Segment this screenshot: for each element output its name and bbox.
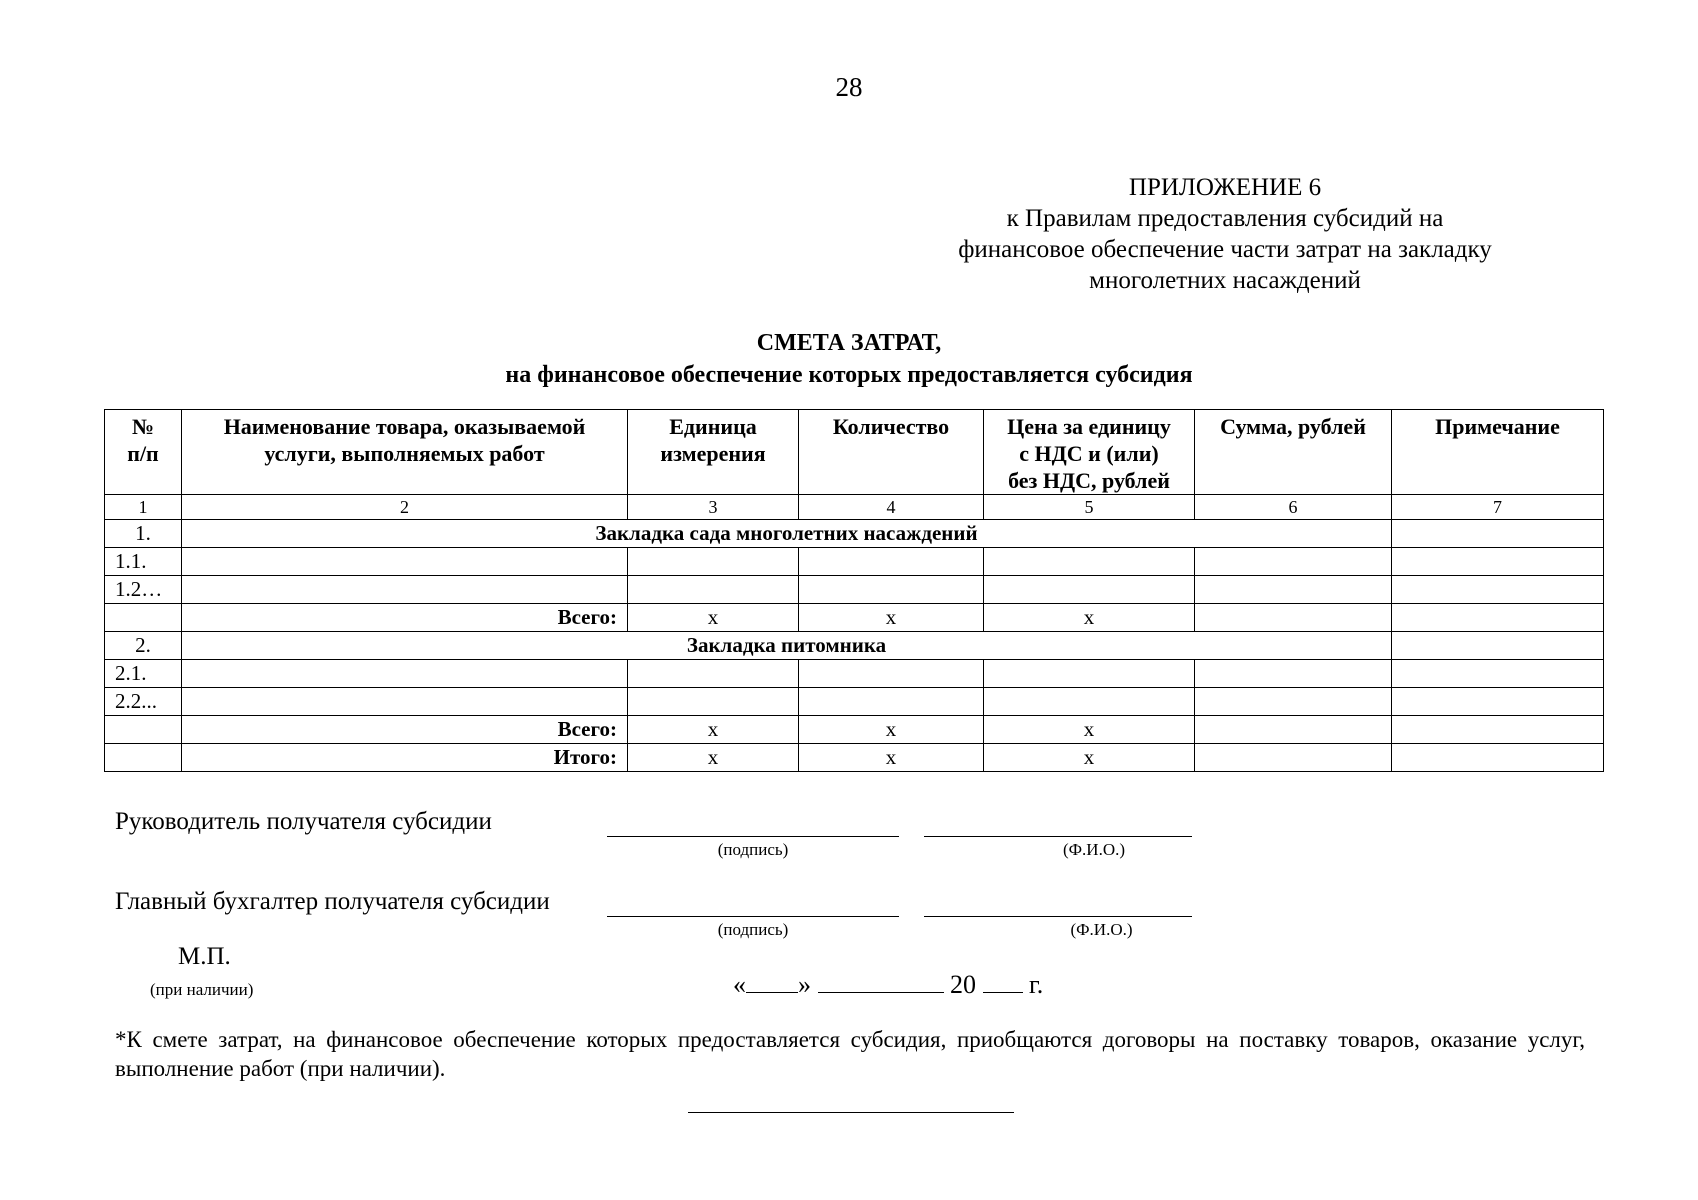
section-title: Закладка сада многолетних насаждений [182, 520, 1392, 548]
row-number: 2.2... [105, 688, 182, 716]
date-month-line[interactable] [818, 992, 944, 993]
table-cell [182, 576, 628, 604]
x-mark: х [984, 716, 1195, 744]
table-cell [799, 688, 984, 716]
table-header-row [105, 410, 1604, 495]
table-cell [1392, 520, 1604, 548]
table-row [105, 660, 1604, 688]
bottom-separator-line [688, 1112, 1014, 1113]
date-year-line[interactable] [983, 992, 1023, 993]
date-line [733, 970, 1093, 1004]
appendix-line-2: к Правилам предоставления субсидий на [1006, 205, 1444, 232]
head-signature-hint: (подпись) [717, 840, 789, 859]
date-year-suffix: г. [1029, 970, 1044, 999]
x-mark: х [799, 604, 984, 632]
table-cell [1392, 548, 1604, 576]
head-label: Руководитель получателя субсидии [115, 808, 492, 835]
table-cell [799, 548, 984, 576]
grand-total-label: Итого: [182, 744, 628, 772]
table-cell [1392, 604, 1604, 632]
table-cell [799, 660, 984, 688]
table-cell [1392, 688, 1604, 716]
seal-label: М.П. [178, 943, 231, 970]
col-number: 4 [799, 495, 984, 520]
table-cell [628, 576, 799, 604]
table-cell [1195, 604, 1392, 632]
section-row [105, 520, 1604, 548]
accountant-label: Главный бухгалтер получателя субсидии [115, 888, 550, 915]
table-cell [984, 548, 1195, 576]
cost-estimate-table [104, 409, 1604, 772]
subtotal-label: Всего: [182, 604, 628, 632]
appendix-line-4: многолетних насаждений [1089, 267, 1361, 294]
subtotal-label: Всего: [182, 716, 628, 744]
table-cell [105, 716, 182, 744]
seal-hint: (при наличии) [150, 980, 254, 999]
x-mark: х [984, 744, 1195, 772]
table-cell [105, 744, 182, 772]
head-signature-line[interactable] [607, 836, 899, 837]
table-cell [182, 548, 628, 576]
header-note: Примечание [1392, 410, 1604, 495]
table-cell [1195, 548, 1392, 576]
table-cell [1392, 744, 1604, 772]
x-mark: х [628, 744, 799, 772]
accountant-signature-line[interactable] [607, 916, 899, 917]
date-close-quote: » [798, 970, 811, 999]
footnote: *К смете затрат, на финансовое обеспечение которых предоставляется субсидия, приобщаются договоры на поставку товаров, оказание услуг, выполнение работ (при наличии). [115, 1027, 1585, 1081]
header-name: Наименование товара, оказываемой услуги, выполняемых работ [182, 410, 628, 495]
col-number: 3 [628, 495, 799, 520]
table-cell [628, 688, 799, 716]
table-cell [1392, 576, 1604, 604]
date-open-quote: « [733, 970, 746, 999]
header-unit: Единица измерения [628, 410, 799, 495]
accountant-fio-line[interactable] [924, 916, 1192, 917]
table-cell [182, 660, 628, 688]
header-num: № п/п [105, 410, 182, 495]
table-cell [799, 576, 984, 604]
x-mark: х [799, 716, 984, 744]
header-price: Цена за единицу с НДС и (или) без НДС, рублей [984, 410, 1195, 495]
head-fio-line[interactable] [924, 836, 1192, 837]
table-cell [628, 660, 799, 688]
table-row [105, 576, 1604, 604]
title-sub: на финансовое обеспечение которых предоставляется субсидия [505, 362, 1193, 388]
section-number: 2. [105, 632, 182, 660]
table-cell [1392, 632, 1604, 660]
date-year-prefix: 20 [950, 970, 976, 999]
page-number: 28 [835, 72, 863, 102]
table-cell [105, 604, 182, 632]
col-number: 5 [984, 495, 1195, 520]
table-cell [1392, 716, 1604, 744]
section-row [105, 632, 1604, 660]
section-number: 1. [105, 520, 182, 548]
table-cell [984, 688, 1195, 716]
table-cell [1195, 576, 1392, 604]
document-title [0, 327, 1698, 391]
table-cell [182, 688, 628, 716]
header-sum: Сумма, рублей [1195, 410, 1392, 495]
table-cell [628, 548, 799, 576]
section-title: Закладка питомника [182, 632, 1392, 660]
header-quantity: Количество [799, 410, 984, 495]
col-number: 6 [1195, 495, 1392, 520]
col-number: 1 [105, 495, 182, 520]
col-number: 2 [182, 495, 628, 520]
accountant-fio-hint: (Ф.И.О.) [1070, 920, 1133, 939]
x-mark: х [628, 716, 799, 744]
row-number: 1.2… [105, 576, 182, 604]
x-mark: х [799, 744, 984, 772]
table-cell [984, 576, 1195, 604]
title-main: СМЕТА ЗАТРАТ, [756, 330, 942, 356]
x-mark: х [984, 604, 1195, 632]
accountant-signature-hint: (подпись) [717, 920, 789, 939]
table-cell [1392, 660, 1604, 688]
col-number: 7 [1392, 495, 1604, 520]
table-cell [984, 660, 1195, 688]
date-day-line[interactable] [746, 992, 798, 993]
table-cell [1195, 716, 1392, 744]
table-row [105, 548, 1604, 576]
grand-total-row [105, 744, 1604, 772]
row-number: 1.1. [105, 548, 182, 576]
subtotal-row [105, 716, 1604, 744]
row-number: 2.1. [105, 660, 182, 688]
appendix-line-3: финансовое обеспечение части затрат на закладку [958, 236, 1492, 263]
column-number-row [105, 495, 1604, 520]
appendix-line-1: ПРИЛОЖЕНИЕ 6 [1128, 174, 1322, 201]
table-cell [1195, 744, 1392, 772]
table-row [105, 688, 1604, 716]
table-cell [1195, 660, 1392, 688]
head-fio-hint: (Ф.И.О.) [1062, 840, 1126, 859]
table-cell [1195, 688, 1392, 716]
appendix-header [920, 172, 1530, 296]
x-mark: х [628, 604, 799, 632]
subtotal-row [105, 604, 1604, 632]
